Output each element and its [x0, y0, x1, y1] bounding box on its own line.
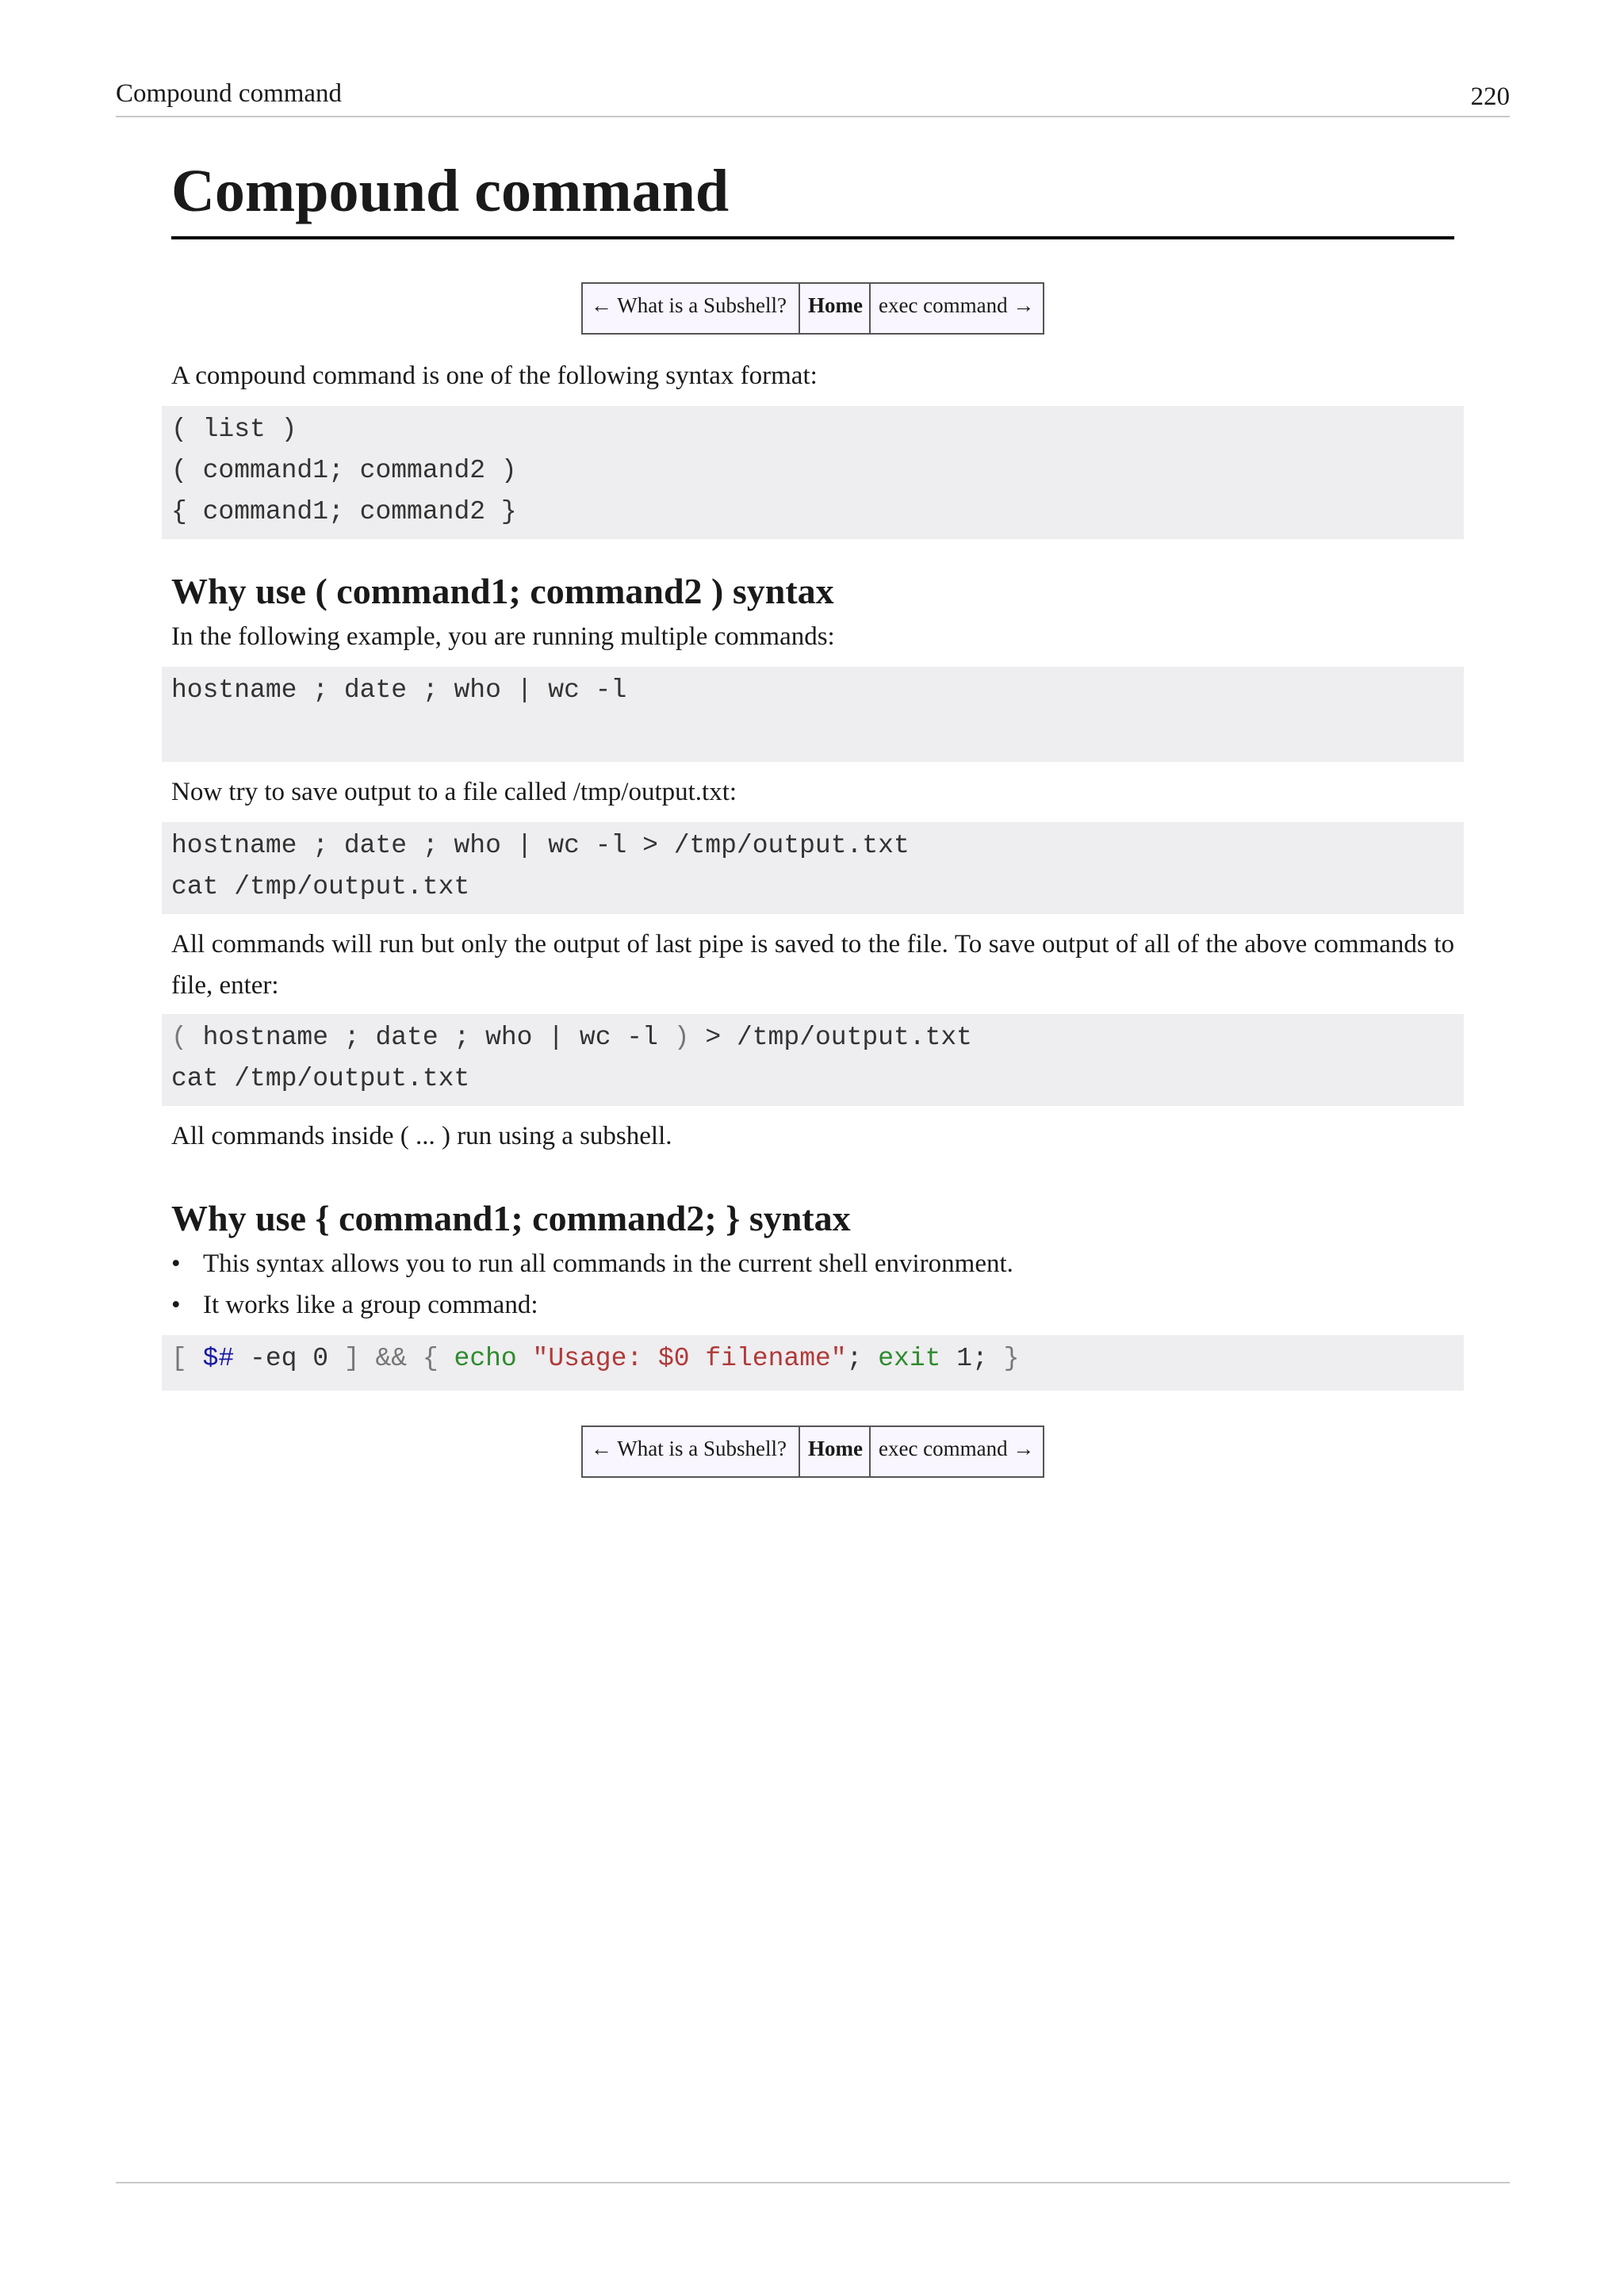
- code-token: }: [1003, 1343, 1020, 1373]
- code-token: "Usage: $0 filename": [532, 1343, 847, 1373]
- code-token: $#: [202, 1343, 235, 1373]
- list-item-text: This syntax allows you to run all commands in the current shell environment.: [203, 1249, 1013, 1278]
- article-content: [171, 159, 1454, 1478]
- code-token: ;: [846, 1343, 879, 1373]
- intro-paragraph: A compound command is one of the following syntax format:: [171, 361, 818, 390]
- code-line: cat /tmp/output.txt: [171, 1063, 470, 1093]
- bullet-icon: •: [171, 1249, 181, 1278]
- code-token: ): [673, 1022, 690, 1052]
- code-line: hostname ; date ; who | wc -l > /tmp/output.txt: [171, 830, 910, 860]
- code-token: exit: [878, 1343, 941, 1373]
- code-line: [171, 1017, 1454, 1058]
- nav-next-link[interactable]: exec command →: [870, 1426, 1044, 1477]
- code-line: ( list ): [171, 414, 297, 444]
- code-token: 1;: [940, 1343, 1004, 1373]
- nav-box-top: [581, 282, 1044, 335]
- nav-prev-link[interactable]: ← What is a Subshell?: [582, 283, 799, 334]
- bullet-list: [171, 1243, 1454, 1326]
- code-line: ( command1; command2 ): [171, 455, 517, 485]
- section-heading-group-command: Why use { command1; command2; } syntax: [171, 1197, 851, 1238]
- syntax-code-block: [162, 406, 1464, 539]
- code-block-save-output: [162, 822, 1464, 914]
- list-item: [171, 1243, 1454, 1284]
- nav-next-link[interactable]: exec command →: [870, 283, 1044, 334]
- footer-rule: [116, 2182, 1510, 2183]
- paragraph: Now try to save output to a file called /tmp/output.txt:: [171, 777, 737, 806]
- list-item-text: It works like a group command:: [203, 1290, 538, 1319]
- code-line: { command1; command2 }: [171, 496, 517, 526]
- code-token: [: [171, 1343, 187, 1373]
- code-block-multiple-commands: [162, 667, 1464, 762]
- nav-home-link[interactable]: Home: [799, 1426, 870, 1477]
- code-token: > /tmp/output.txt: [689, 1022, 972, 1052]
- code-token: &&: [359, 1343, 423, 1373]
- page-title: Compound command: [171, 159, 1454, 239]
- code-line: hostname ; date ; who | wc -l: [171, 675, 627, 705]
- code-block-group-command: [162, 1335, 1464, 1391]
- code-token: (: [171, 1022, 187, 1052]
- section-heading-subshell: Why use ( command1; command2 ) syntax: [171, 570, 834, 611]
- paragraph: All commands inside ( ... ) run using a subshell.: [171, 1121, 672, 1150]
- code-token: hostname ; date ; who | wc -l: [186, 1022, 674, 1052]
- code-line: [171, 1338, 1454, 1380]
- list-item: [171, 1284, 1454, 1326]
- nav-prev-link[interactable]: ← What is a Subshell?: [582, 1426, 799, 1477]
- code-token: {: [422, 1343, 439, 1373]
- running-header-title: Compound command: [116, 79, 343, 108]
- nav-home-link[interactable]: Home: [799, 283, 870, 334]
- code-token: ]: [343, 1343, 360, 1373]
- paragraph: All commands will run but only the output of last pipe is saved to the file. To save output of all of the above commands to file, enter:: [171, 929, 1454, 1000]
- code-line: cat /tmp/output.txt: [171, 871, 470, 901]
- nav-box-bottom: [581, 1425, 1044, 1478]
- bullet-icon: •: [171, 1290, 181, 1319]
- code-token: -eq 0: [234, 1343, 344, 1373]
- page-number: 220: [1470, 82, 1510, 111]
- running-header: [116, 76, 1510, 117]
- paragraph: In the following example, you are running multiple commands:: [171, 622, 835, 651]
- code-block-subshell-redirect: [162, 1014, 1464, 1106]
- code-token: echo: [454, 1343, 517, 1373]
